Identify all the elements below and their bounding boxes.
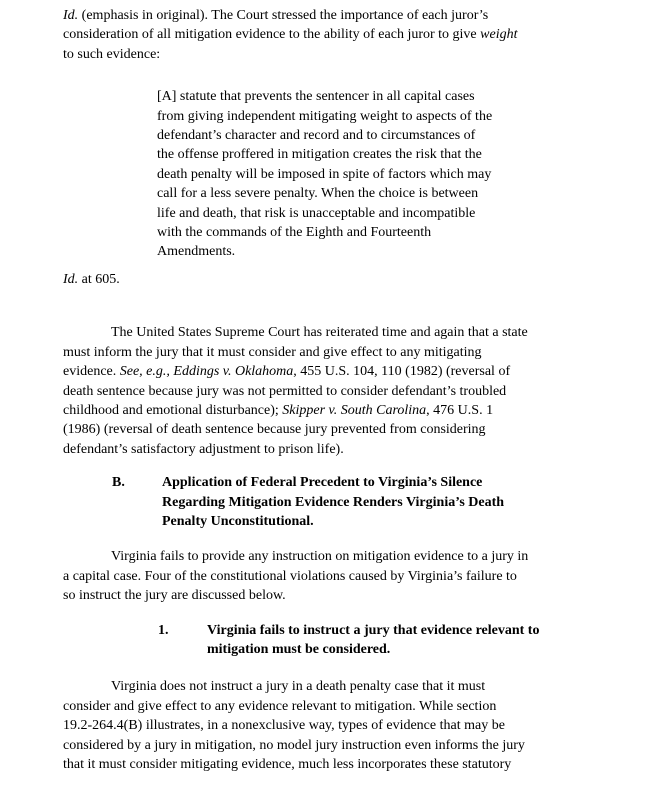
text-line: death penalty will be imposed in spite of factors which may — [157, 166, 492, 182]
text-line — [63, 45, 622, 64]
text-run: to such evidence: — [63, 46, 161, 62]
text-line — [63, 697, 622, 716]
text-line: the offense proffered in mitigation creates the risk that the — [157, 147, 482, 163]
id-citation: Id. — [63, 8, 79, 23]
text-run: consider and give effect to any evidence relevant to mitigation. While section — [63, 698, 497, 714]
case-citation-skipper: Skipper v. South Carolina — [282, 402, 427, 418]
text-line — [63, 547, 622, 566]
text-line: from giving independent mitigating weight to aspects of the — [157, 108, 493, 124]
subsection-heading-text — [207, 621, 539, 660]
paragraph-intro — [63, 6, 622, 64]
case-citation-eddings: See, e.g., Eddings v. Oklahoma — [119, 364, 294, 380]
text-run: childhood and emotional disturbance); — [63, 402, 283, 418]
text-line: life and death, that risk is unacceptable and incompatible — [157, 205, 476, 221]
text-run: considered by a jury in mitigation, no model jury instruction even informs the jury — [63, 737, 525, 753]
id-citation: Id. — [63, 271, 79, 287]
text-run: The United States Supreme Court has reiterated time and again that a state — [111, 325, 528, 341]
subsection-label: 1. — [158, 622, 169, 638]
text-line: Penalty Unconstitutional. — [162, 513, 314, 529]
text-line — [63, 567, 622, 586]
citation-id-at-605 — [63, 270, 622, 289]
text-line: call for a less severe penalty. When the choice is between — [157, 186, 479, 202]
text-line: Virginia fails to instruct a jury that evidence relevant to — [207, 622, 540, 638]
text-line: Application of Federal Precedent to Virginia’s Silence — [162, 475, 483, 491]
subsection-heading-1 — [158, 621, 622, 660]
text-line — [63, 736, 622, 755]
text-run: (emphasis in original). The Court stressed the importance of each juror’s — [78, 8, 489, 23]
text-run: Virginia does not instruct a jury in a death penalty case that it must — [111, 679, 486, 695]
text-run: 19.2-264.4(B) illustrates, in a nonexclusive way, types of evidence that may be — [63, 718, 505, 734]
text-run: , 455 U.S. 104, 110 (1982) (reversal of — [293, 364, 511, 380]
section-heading-b — [112, 473, 622, 531]
text-line: [A] statute that prevents the sentencer in all capital cases — [157, 89, 475, 105]
text-line — [63, 420, 622, 439]
text-run: so instruct the jury are discussed below. — [63, 588, 286, 604]
text-line — [63, 401, 622, 420]
text-run: must inform the jury that it must consider and give effect to any mitigating — [63, 344, 482, 360]
text-run: consideration of all mitigation evidence to the ability of each juror to give — [63, 27, 481, 43]
text-line — [63, 6, 622, 25]
text-line — [63, 362, 622, 381]
text-run: evidence. — [63, 364, 120, 380]
section-label: B. — [112, 475, 125, 491]
paragraph-virginia-fails — [63, 547, 622, 605]
text-line — [63, 716, 622, 735]
paragraph-virginia-does-not-instruct — [63, 677, 622, 774]
text-run: , 476 U.S. 1 — [426, 402, 494, 418]
emphasized-word: weight — [480, 27, 518, 43]
text-line — [63, 440, 622, 459]
text-run: (1986) (reversal of death sentence because jury prevented from considering — [63, 422, 486, 438]
block-quote — [157, 87, 622, 262]
text-line: defendant’s character and record and to circumstances of — [157, 128, 476, 144]
text-line — [63, 677, 622, 696]
text-run: a capital case. Four of the constitutional violations caused by Virginia’s failure to — [63, 568, 517, 584]
section-heading-text — [162, 473, 504, 531]
text-line: with the commands of the Eighth and Fourteenth — [157, 225, 432, 241]
text-run: at 605. — [78, 271, 120, 287]
text-run: death sentence because jury was not permitted to consider defendant’s troubled — [63, 383, 507, 399]
text-run: Virginia fails to provide any instruction on mitigation evidence to a jury in — [111, 549, 529, 565]
text-run: that it must consider mitigating evidence, much less incorporates these statutory — [63, 757, 512, 772]
text-line — [63, 755, 622, 774]
text-line: mitigation must be considered. — [207, 641, 391, 657]
paragraph-supreme-court — [63, 323, 622, 459]
text-line: Amendments. — [157, 244, 236, 260]
text-line: Regarding Mitigation Evidence Renders Virginia’s Death — [162, 494, 505, 510]
text-line — [63, 25, 622, 44]
text-line — [63, 382, 622, 401]
text-line — [63, 586, 622, 605]
text-line — [63, 323, 622, 342]
text-line — [63, 343, 622, 362]
text-run: defendant’s satisfactory adjustment to prison life). — [63, 441, 344, 457]
